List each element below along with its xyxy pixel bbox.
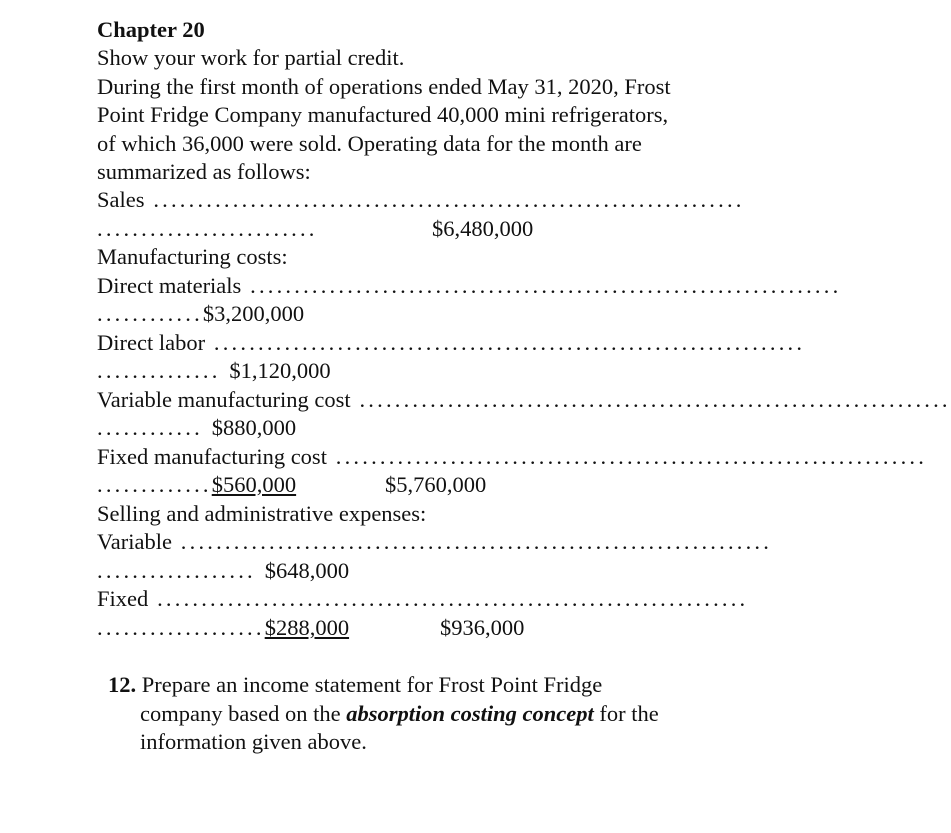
row-label: Variable manufacturing cost bbox=[97, 387, 351, 412]
chapter-title: Chapter 20 bbox=[97, 17, 205, 42]
direct-materials-amount-line: ............$3,200,000 bbox=[97, 301, 305, 326]
intro-line: of which 36,000 were sold. Operating data for the month are bbox=[97, 131, 642, 156]
row-label: Direct labor bbox=[97, 330, 206, 355]
sa-total: $936,000 bbox=[440, 615, 525, 640]
row-label: Fixed manufacturing cost bbox=[97, 444, 327, 469]
sa-variable-amount: $648,000 bbox=[264, 558, 350, 583]
row-label: Direct materials bbox=[97, 273, 242, 298]
sa-variable-amount-line: .................. $648,000 bbox=[97, 558, 350, 583]
fixed-mfg-amount: $560,000 bbox=[211, 472, 297, 497]
question-text: information given above. bbox=[140, 729, 367, 754]
direct-labor-row: Direct labor ................................................................... bbox=[97, 330, 806, 355]
variable-mfg-amount-line: ............ $880,000 bbox=[97, 415, 297, 440]
leader-dots: ......................... bbox=[97, 216, 318, 241]
question-text: Prepare an income statement for Frost Point Fridge bbox=[141, 672, 603, 697]
question-number: 12. bbox=[108, 672, 137, 697]
intro-line: During the first month of operations ended May 31, 2020, Frost bbox=[97, 74, 671, 99]
question-12 bbox=[108, 671, 748, 757]
direct-materials-amount: $3,200,000 bbox=[202, 301, 305, 326]
intro-line: summarized as follows: bbox=[97, 159, 311, 184]
sa-fixed-amount-line: ...................$288,000 bbox=[97, 615, 350, 640]
row-label: Sales bbox=[97, 187, 145, 212]
sales-row: Sales ................................................................... bbox=[97, 187, 745, 212]
fixed-mfg-row: Fixed manufacturing cost ................................................................... bbox=[97, 444, 928, 469]
question-emphasis: absorption costing concept bbox=[346, 700, 594, 726]
intro-line: Point Fridge Company manufactured 40,000 mini refrigerators, bbox=[97, 102, 669, 127]
question-text: for the bbox=[593, 700, 659, 726]
instruction: Show your work for partial credit. bbox=[97, 45, 405, 70]
sa-fixed-amount: $288,000 bbox=[264, 615, 350, 640]
sa-heading: Selling and administrative expenses: bbox=[97, 501, 427, 526]
question-text: company based on the bbox=[140, 700, 347, 726]
variable-mfg-row: Variable manufacturing cost ................................................................... bbox=[97, 387, 951, 412]
direct-labor-amount-line: .............. $1,120,000 bbox=[97, 358, 331, 383]
direct-materials-row: Direct materials ................................................................... bbox=[97, 273, 842, 298]
row-label: Variable bbox=[97, 529, 172, 554]
sa-variable-row: Variable ................................................................... bbox=[97, 529, 773, 554]
row-label: Fixed bbox=[97, 586, 149, 611]
direct-labor-amount: $1,120,000 bbox=[229, 358, 331, 383]
fixed-mfg-amount-line: .............$560,000 bbox=[97, 472, 297, 497]
manufacturing-heading: Manufacturing costs: bbox=[97, 244, 288, 269]
variable-mfg-amount: $880,000 bbox=[211, 415, 297, 440]
manufacturing-total: $5,760,000 bbox=[385, 472, 487, 497]
sales-amount: $6,480,000 bbox=[432, 216, 534, 241]
sa-fixed-row: Fixed ................................................................... bbox=[97, 586, 749, 611]
